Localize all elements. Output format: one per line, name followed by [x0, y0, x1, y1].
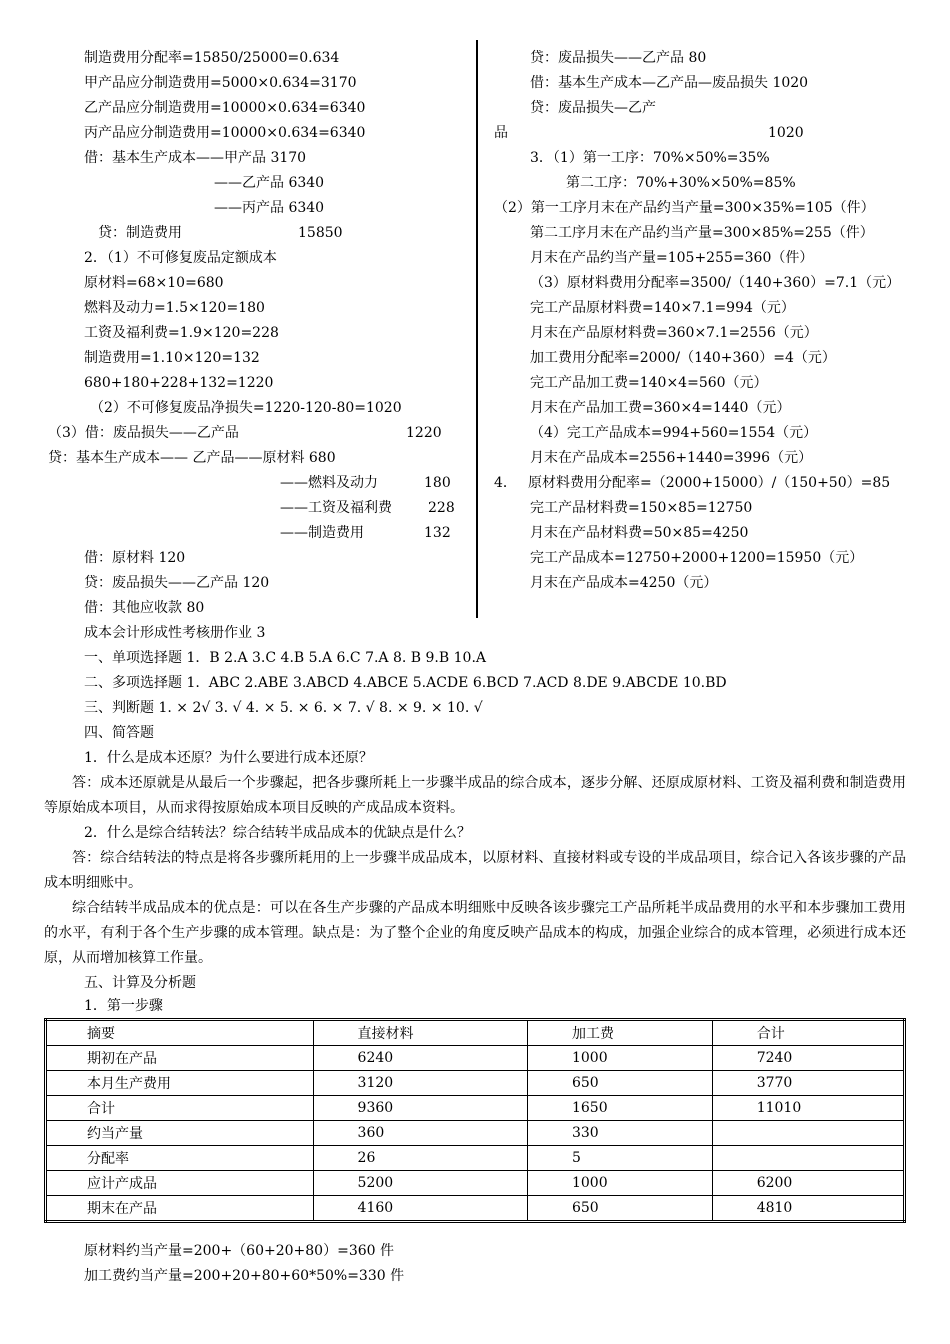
answer-2: [44, 846, 906, 896]
homework-title: 成本会计形成性考核册作业 3: [84, 625, 266, 641]
footer-line-2: 加工费约当产量=200+20+80+60*50%=330 件: [84, 1268, 405, 1284]
answer-1-text: 答：成本还原就是从最后一个步骤起，把各步骤所耗上一步骤半成品的综合成本，逐步分解、还原成原材料、工资及福利费和制造费用等原始成本项目，从而求得按原始成本项目反映的产成品成本资料。: [44, 775, 906, 816]
right-line-9: 月末在产品约当产量=105+255=360（件）: [530, 250, 814, 266]
right-line-19: 完工产品材料费=150×85=12750: [530, 500, 753, 516]
right-line-12: 月末在产品原材料费=360×7.1=2556（元）: [530, 325, 818, 341]
table-row: [46, 1171, 905, 1196]
table-cell: 约当产量: [46, 1121, 314, 1146]
left-line-2: 甲产品应分制造费用=5000×0.634=3170: [84, 75, 357, 91]
single-choice-answers: 一、单项选择题 1．B 2.A 3.C 4.B 5.A 6.C 7.A 8. B 9.B 10.A: [84, 650, 487, 666]
table-cell: 11010: [712, 1096, 904, 1121]
left-line-19-amount: 228: [428, 500, 455, 516]
right-line-15: 月末在产品加工费=360×4=1440（元）: [530, 400, 791, 416]
table-header-cell: 加工费: [527, 1020, 712, 1046]
short-answer-heading: 四、简答题: [84, 725, 154, 741]
table-cell: 330: [527, 1121, 712, 1146]
right-line-18-num: 4．: [494, 475, 517, 491]
left-line-14: 680+180+228+132=1220: [84, 375, 274, 391]
table-cell: 5: [527, 1146, 712, 1171]
right-line-17: 月末在产品成本=2556+1440=3996（元）: [530, 450, 813, 466]
left-line-6: ——乙产品 6340: [214, 175, 325, 191]
left-line-18-amount: 180: [424, 475, 451, 491]
answer-2b-text: 综合结转半成品成本的优点是：可以在各生产步骤的产品成本明细账中反映各该步骤完工产品所耗半成品费用的水平和本步骤加工费用的水平，有利于各个生产步骤的成本管理。缺点是：为了整个企业的角度反映产品成本的构成，加强企业综合的成本管理，必须进行成本还原，从而增加核算工作量。: [44, 900, 906, 966]
left-line-4: 丙产品应分制造费用=10000×0.634=6340: [84, 125, 366, 141]
true-false-answers: 三、判断题 1. × 2√ 3. √ 4. × 5. × 6. × 7. √ 8. × 9. × 10. √: [84, 700, 483, 716]
table-cell: 1650: [527, 1096, 712, 1121]
left-line-20: ——制造费用: [280, 525, 364, 541]
table-cell: 9360: [313, 1096, 527, 1121]
table-cell: 650: [527, 1196, 712, 1222]
left-line-15: （2）不可修复废品净损失=1220-120-80=1020: [90, 400, 402, 416]
left-line-9: 2．（1）不可修复废品定额成本: [84, 250, 277, 266]
right-line-7: （2）第一工序月末在产品约当产量=300×35%=105（件）: [494, 200, 875, 216]
left-line-8-amount: 15850: [298, 225, 343, 241]
table-row: [46, 1146, 905, 1171]
question-1: 1．什么是成本还原？为什么要进行成本还原？: [84, 750, 373, 766]
table-cell: 应计产成品: [46, 1171, 314, 1196]
left-line-21: 借：原材料 120: [84, 550, 186, 566]
table-row: [46, 1196, 905, 1222]
left-line-3: 乙产品应分制造费用=10000×0.634=6340: [84, 100, 366, 116]
right-line-20: 月末在产品材料费=50×85=4250: [530, 525, 749, 541]
table-cell: 本月生产费用: [46, 1071, 314, 1096]
table-cell: 3770: [712, 1071, 904, 1096]
right-line-13: 加工费用分配率=2000/（140+360）=4（元）: [530, 350, 836, 366]
left-line-22: 贷：废品损失——乙产品 120: [84, 575, 270, 591]
left-line-5: 借：基本生产成本——甲产品 3170: [84, 150, 307, 166]
table-cell: 分配率: [46, 1146, 314, 1171]
left-line-17: 贷：基本生产成本—— 乙产品——原材料 680: [48, 450, 336, 466]
right-line-5: 3．（1）第一工序：70%×50%=35%: [530, 150, 770, 166]
left-line-19: ——工资及福利费: [280, 500, 392, 516]
footer-line-1: 原材料约当产量=200+（60+20+80）=360 件: [84, 1243, 394, 1259]
right-line-8: 第二工序月末在产品约当产量=300×85%=255（件）: [530, 225, 874, 241]
left-line-8: 贷：制造费用: [98, 225, 182, 241]
table-header-cell: 摘要: [46, 1020, 314, 1046]
right-line-10: （3）原材料费用分配率=3500/（140+360）=7.1（元）: [530, 275, 901, 291]
table-cell: 4810: [712, 1196, 904, 1222]
calc-heading: 五、计算及分析题: [84, 975, 196, 991]
question-2: 2．什么是综合结转法？综合结转半成品成本的优缺点是什么？: [84, 825, 471, 841]
right-line-6: 第二工序：70%+30%×50%=85%: [566, 175, 796, 191]
step-1-label: 1．第一步骤: [84, 998, 163, 1014]
table-cell: 3120: [313, 1071, 527, 1096]
table-cell: 7240: [712, 1046, 904, 1071]
table-cell: 期末在产品: [46, 1196, 314, 1222]
left-line-13: 制造费用=1.10×120=132: [84, 350, 260, 366]
table-cell: 期初在产品: [46, 1046, 314, 1071]
table-header-cell: 直接材料: [313, 1020, 527, 1046]
table-cell: [712, 1146, 904, 1171]
table-row: [46, 1071, 905, 1096]
table-cell: 合计: [46, 1096, 314, 1121]
left-line-16: （3）借：废品损失——乙产品: [48, 425, 239, 441]
right-line-1: 贷：废品损失——乙产品 80: [530, 50, 707, 66]
multi-choice-answers: 二、多项选择题 1. ABC 2.ABE 3.ABCD 4.ABCE 5.ACDE 6.BCD 7.ACD 8.DE 9.ABCDE 10.BD: [84, 675, 727, 691]
table-cell: 6200: [712, 1171, 904, 1196]
table-row: [46, 1096, 905, 1121]
answer-2-text: 答：综合结转法的特点是将各步骤所耗用的上一步骤半成品成本，以原材料、直接材料或专设的半成品项目，综合记入各该步骤的产品成本明细账中。: [44, 850, 906, 891]
left-line-11: 燃料及动力=1.5×120=180: [84, 300, 265, 316]
table-cell: 360: [313, 1121, 527, 1146]
right-line-3: 贷：废品损失—乙产: [530, 100, 656, 116]
table-cell: 26: [313, 1146, 527, 1171]
table-cell: [712, 1121, 904, 1146]
left-line-1: 制造费用分配率=15850/25000=0.634: [84, 50, 340, 66]
left-line-7: ——丙产品 6340: [214, 200, 325, 216]
right-line-21: 完工产品成本=12750+2000+1200=15950（元）: [530, 550, 864, 566]
right-line-4-amount: 1020: [768, 125, 804, 141]
right-line-2: 借：基本生产成本—乙产品—废品损失 1020: [530, 75, 809, 91]
step-1-cost-table: [44, 1018, 906, 1223]
right-line-4: 品: [494, 125, 508, 141]
right-line-18: 原材料费用分配率=（2000+15000）/（150+50）=85: [528, 475, 891, 491]
table-cell: 5200: [313, 1171, 527, 1196]
right-line-16: （4）完工产品成本=994+560=1554（元）: [530, 425, 818, 441]
right-line-22: 月末在产品成本=4250（元）: [530, 575, 718, 591]
left-line-16-amount: 1220: [406, 425, 442, 441]
column-divider: [476, 40, 478, 618]
left-line-23: 借：其他应收款 80: [84, 600, 205, 616]
left-line-12: 工资及福利费=1.9×120=228: [84, 325, 279, 341]
right-line-14: 完工产品加工费=140×4=560（元）: [530, 375, 768, 391]
table-row: [46, 1046, 905, 1071]
table-header-row: [46, 1020, 905, 1046]
table-row: [46, 1121, 905, 1146]
table-header-cell: 合计: [712, 1020, 904, 1046]
table-cell: 1000: [527, 1171, 712, 1196]
table-cell: 1000: [527, 1046, 712, 1071]
table-cell: 650: [527, 1071, 712, 1096]
left-line-20-amount: 132: [424, 525, 451, 541]
table-cell: 6240: [313, 1046, 527, 1071]
table-cell: 4160: [313, 1196, 527, 1222]
left-line-18: ——燃料及动力: [280, 475, 378, 491]
answer-1: [44, 771, 906, 821]
left-line-10: 原材料=68×10=680: [84, 275, 224, 291]
answer-2b: [44, 896, 906, 971]
right-line-11: 完工产品原材料费=140×7.1=994（元）: [530, 300, 795, 316]
